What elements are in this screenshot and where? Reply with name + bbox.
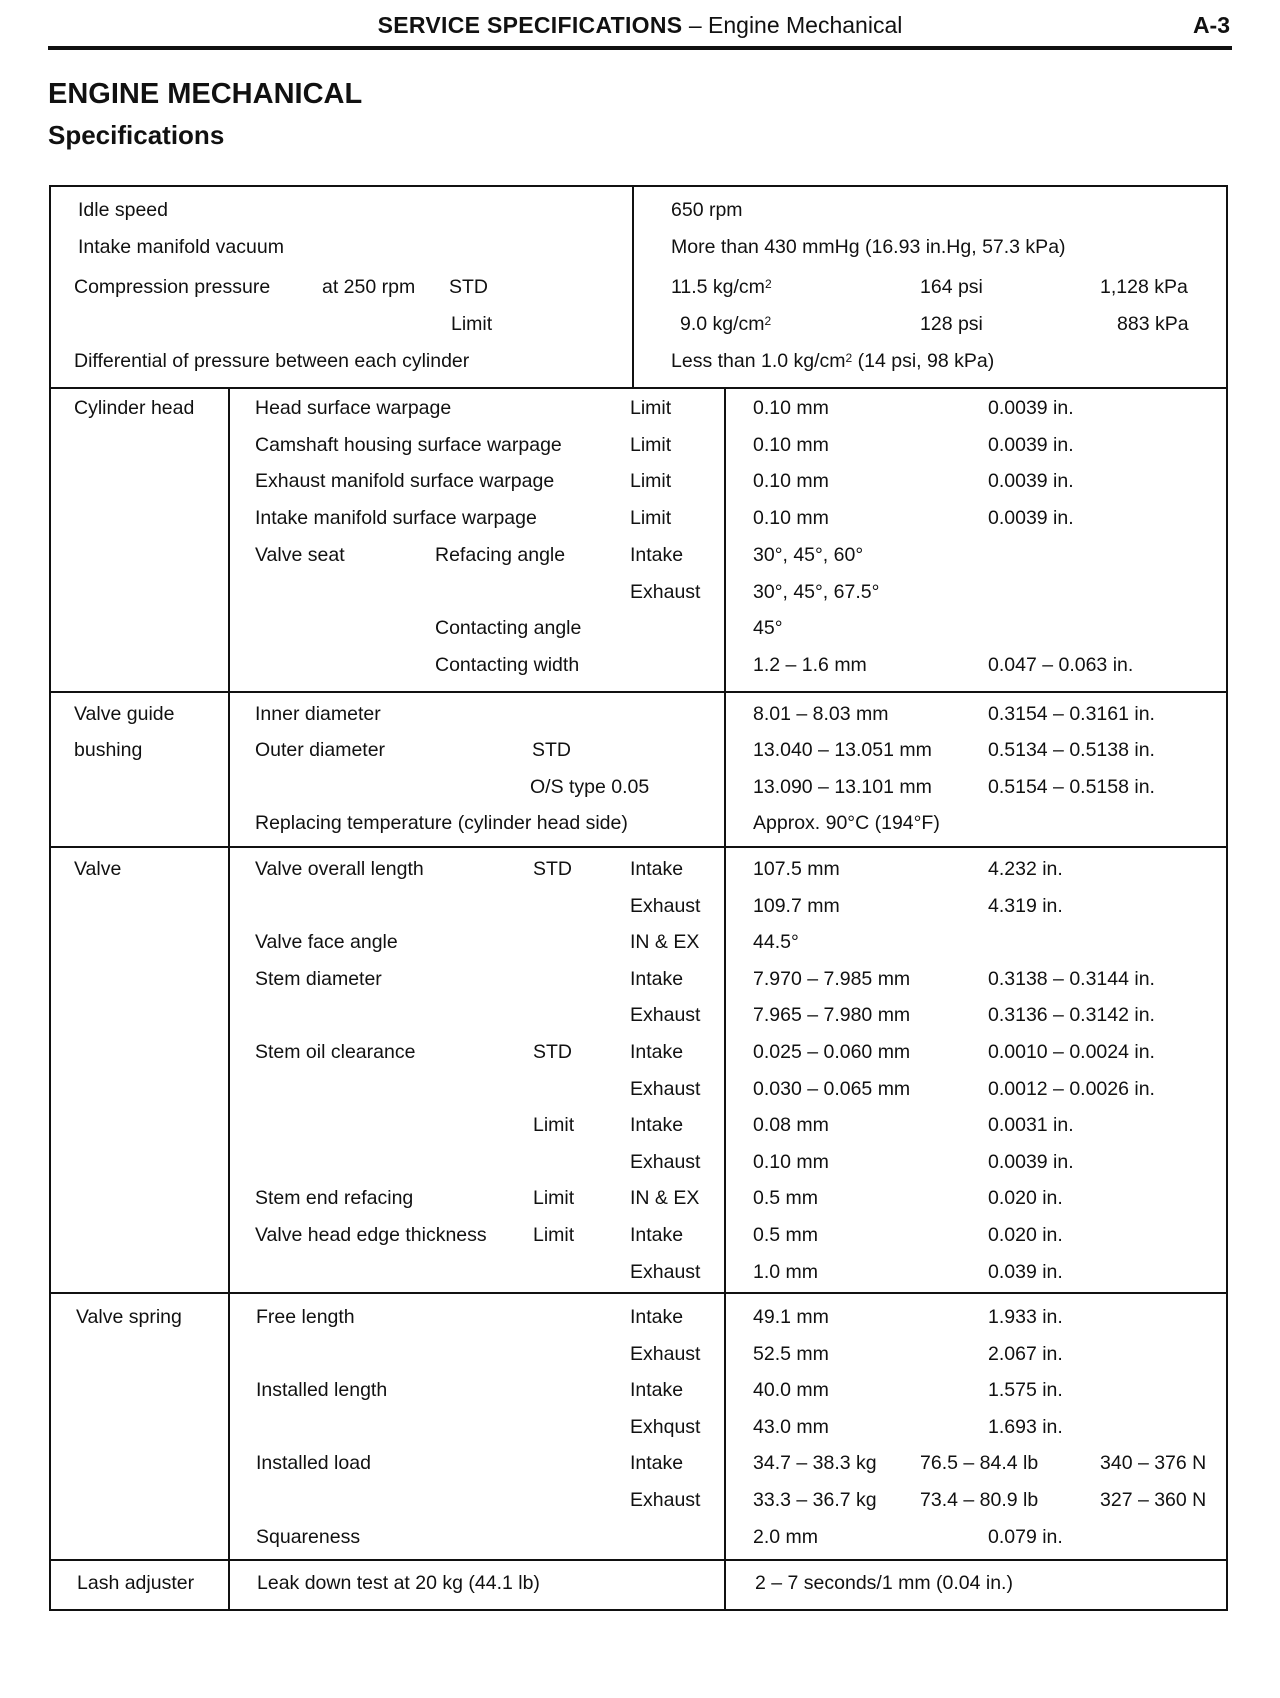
intake-vacuum-value: More than 430 mmHg (16.93 in.Hg, 57.3 kPa) — [671, 236, 1066, 258]
spec-item: Squareness — [256, 1525, 361, 1548]
divider — [49, 846, 1228, 848]
spec-metric-value: 8.01 – 8.03 mm — [753, 703, 889, 725]
running-header — [0, 12, 1280, 39]
spec-metric-value: Approx. 90°C (194°F) — [753, 811, 940, 834]
spec-metric-value: 13.040 – 13.051 mm — [753, 739, 932, 762]
spec-qualifier: Intake — [630, 1041, 684, 1063]
spec-imperial-value: 0.0012 – 0.0026 in. — [988, 1077, 1155, 1100]
spec-metric-value: 0.025 – 0.060 mm — [753, 1041, 911, 1063]
spec-qualifier: Intake — [630, 858, 684, 880]
spec-qualifier: Intake — [630, 1224, 684, 1246]
spec-item: Stem end refacing — [255, 1187, 414, 1210]
spec-qualifier: Intake — [630, 1379, 684, 1402]
spec-metric-value: 30°, 45°, 60° — [753, 543, 864, 566]
spec-metric-value: 13.090 – 13.101 mm — [753, 775, 932, 798]
spec-subitem: Contacting width — [435, 653, 580, 676]
spec-subitem: O/S type 0.05 — [530, 775, 650, 798]
spec-subitem: Limit — [533, 1224, 575, 1246]
spec-metric-value: 33.3 – 36.7 kg — [753, 1489, 877, 1511]
spec-metric-value: 0.10 mm — [753, 470, 829, 493]
spec-metric-value: 40.0 mm — [753, 1379, 829, 1402]
lash-adjuster-value: 2 – 7 seconds/1 mm (0.04 in.) — [755, 1572, 1013, 1594]
compression-limit-label: Limit — [451, 313, 493, 335]
compression-std-psi: 164 psi — [920, 276, 983, 298]
idle-speed-label: Idle speed — [78, 199, 168, 221]
spec-metric-value: 0.10 mm — [753, 397, 829, 419]
spec-imperial-value: 0.0039 in. — [988, 1150, 1074, 1173]
spec-item: Installed length — [256, 1379, 388, 1402]
spec-item: Outer diameter — [255, 739, 386, 762]
spec-metric-value: 0.5 mm — [753, 1187, 819, 1210]
spec-metric-value: 0.10 mm — [753, 1150, 829, 1173]
header-title-sep: – — [682, 12, 709, 38]
divider — [49, 1559, 1228, 1561]
spec-item: Valve overall length — [255, 858, 424, 880]
spec-metric-value: 1.2 – 1.6 mm — [753, 653, 867, 676]
spec-metric-value: 7.965 – 7.980 mm — [753, 1004, 911, 1027]
spec-imperial-value: 0.3138 – 0.3144 in. — [988, 967, 1155, 990]
section-title: ENGINE MECHANICAL — [48, 78, 363, 110]
spec-metric-value: 45° — [753, 617, 783, 640]
subsection-title: Specifications — [48, 120, 225, 150]
spec-imperial-value: 0.0010 – 0.0024 in. — [988, 1041, 1155, 1063]
spec-qualifier: Limit — [630, 507, 672, 530]
spec-subitem: Limit — [533, 1187, 575, 1210]
spec-imperial-value: 2.067 in. — [988, 1342, 1063, 1365]
spec-qualifier: Exhaust — [630, 894, 701, 917]
intake-vacuum-label: Intake manifold vacuum — [78, 236, 284, 258]
spec-qualifier: IN & EX — [630, 1187, 700, 1210]
spec-metric-value: 1.0 mm — [753, 1260, 819, 1283]
spec-item: Intake manifold surface warpage — [255, 507, 537, 530]
spec-item: Valve seat — [255, 543, 345, 566]
spec-subitem: Contacting angle — [435, 617, 582, 640]
spec-subitem: Refacing angle — [435, 543, 566, 566]
divider — [228, 388, 230, 1611]
spec-qualifier: Intake — [630, 1306, 684, 1328]
divider — [632, 185, 634, 389]
divider — [49, 387, 1228, 389]
spec-qualifier: Exhaust — [630, 1004, 701, 1027]
spec-qualifier: Intake — [630, 1114, 684, 1137]
spec-qualifier: Limit — [630, 470, 672, 493]
differential-value: Less than 1.0 $kg/cm^2$ (14 psi, 98 kPa) — [671, 350, 995, 372]
spec-metric-value: 44.5° — [753, 931, 799, 954]
spec-qualifier: Limit — [630, 397, 672, 419]
spec-item: Exhaust manifold surface warpage — [255, 470, 555, 493]
spec-metric-value: 7.970 – 7.985 mm — [753, 967, 911, 990]
compression-limit-psi: 128 psi — [920, 313, 983, 335]
spec-item: Valve face angle — [255, 931, 398, 954]
spec-imperial-value: 0.5134 – 0.5138 in. — [988, 739, 1155, 762]
group-lash-adjuster: Lash adjuster — [77, 1572, 195, 1594]
spec-metric-value: 107.5 mm — [753, 858, 840, 880]
spec-metric-value: 34.7 – 38.3 kg — [753, 1452, 877, 1475]
spec-imperial-value: 0.0039 in. — [988, 433, 1074, 456]
lash-adjuster-item: Leak down test at 20 kg (44.1 lb) — [257, 1572, 540, 1594]
spec-metric-value: 0.08 mm — [753, 1114, 829, 1137]
divider — [724, 388, 726, 1611]
compression-std-label: STD — [449, 276, 488, 298]
spec-item: Camshaft housing surface warpage — [255, 433, 562, 456]
spec-imperial-value: 0.0039 in. — [988, 397, 1074, 419]
spec-imperial-value: 76.5 – 84.4 lb — [920, 1452, 1039, 1475]
spec-subitem: STD — [532, 739, 571, 762]
header-title-rest: Engine Mechanical — [708, 12, 903, 38]
spec-item: Inner diameter — [255, 703, 381, 725]
spec-metric-value: 43.0 mm — [753, 1415, 829, 1438]
spec-imperial-value: 0.079 in. — [988, 1525, 1063, 1548]
spec-qualifier: Exhaust — [630, 1150, 701, 1173]
spec-imperial-value: 4.232 in. — [988, 858, 1063, 880]
spec-item: Installed load — [256, 1452, 371, 1475]
spec-metric-value: 0.5 mm — [753, 1224, 819, 1246]
spec-imperial-value: 0.5154 – 0.5158 in. — [988, 775, 1155, 798]
spec-metric-value: 52.5 mm — [753, 1342, 829, 1365]
spec-qualifier: Exhaust — [630, 1342, 701, 1365]
spec-qualifier: Intake — [630, 967, 684, 990]
spec-imperial-value: 0.3154 – 0.3161 in. — [988, 703, 1155, 725]
spec-item: Free length — [256, 1306, 355, 1328]
spec-item: Stem oil clearance — [255, 1041, 416, 1063]
spec-imperial-value: 0.0039 in. — [988, 507, 1074, 530]
compression-limit-kpa: 883 kPa — [1117, 313, 1189, 335]
spec-metric-value: 109.7 mm — [753, 894, 840, 917]
differential-label: Differential of pressure between each cylinder — [74, 350, 470, 372]
spec-subitem: Limit — [533, 1114, 575, 1137]
spec-imperial-value: 0.047 – 0.063 in. — [988, 653, 1134, 676]
compression-condition: at 250 rpm — [322, 276, 416, 298]
header-rule — [48, 46, 1232, 50]
spec-qualifier: Exhaust — [630, 1077, 701, 1100]
spec-metric-value: 2.0 mm — [753, 1525, 819, 1548]
spec-qualifier: Exhaust — [630, 580, 701, 603]
compression-std-kg: 11.5 $kg/cm^2$ — [671, 276, 772, 298]
page-number: A-3 — [1192, 12, 1230, 38]
spec-qualifier: Intake — [630, 1452, 684, 1475]
spec-imperial-value: 0.0031 in. — [988, 1114, 1074, 1137]
divider — [49, 691, 1228, 693]
spec-metric-value: 0.030 – 0.065 mm — [753, 1077, 911, 1100]
spec-metric-value: 0.10 mm — [753, 507, 829, 530]
spec-imperial-value: 0.039 in. — [988, 1260, 1063, 1283]
spec-item: Head surface warpage — [255, 397, 452, 419]
group-cylinder-head: Cylinder head — [74, 397, 195, 419]
spec-imperial-value: 0.020 in. — [988, 1187, 1063, 1210]
header-title-bold: SERVICE SPECIFICATIONS — [377, 12, 683, 38]
divider — [49, 1292, 1228, 1294]
spec-imperial-value: 1.693 in. — [988, 1415, 1063, 1438]
compression-label: Compression pressure — [74, 276, 271, 298]
spec-qualifier: Exhaust — [630, 1489, 701, 1511]
spec-newton-value: 340 – 376 N — [1100, 1452, 1207, 1475]
spec-metric-value: 49.1 mm — [753, 1306, 829, 1328]
group-valve-guide-line2: bushing — [74, 739, 143, 761]
group-valve-guide-line1: Valve guide — [74, 703, 175, 725]
spec-imperial-value: 1.933 in. — [988, 1306, 1063, 1328]
group-valve: Valve — [74, 858, 122, 880]
compression-std-kpa: 1,128 kPa — [1100, 276, 1188, 298]
group-valve-spring: Valve spring — [76, 1306, 182, 1328]
spec-qualifier: Exhaust — [630, 1260, 701, 1283]
spec-newton-value: 327 – 360 N — [1100, 1489, 1207, 1511]
spec-item: Stem diameter — [255, 967, 382, 990]
spec-imperial-value: 0.0039 in. — [988, 470, 1074, 493]
spec-qualifier: Intake — [630, 543, 684, 566]
spec-item: Replacing temperature (cylinder head side) — [255, 811, 628, 834]
idle-speed-value: 650 rpm — [671, 199, 743, 221]
compression-limit-kg: 9.0 $kg/cm^2$ — [680, 313, 772, 335]
spec-subitem: STD — [533, 1041, 572, 1063]
spec-metric-value: 0.10 mm — [753, 433, 829, 456]
spec-imperial-value: 0.020 in. — [988, 1224, 1063, 1246]
spec-qualifier: Exhqust — [630, 1415, 701, 1438]
spec-imperial-value: 4.319 in. — [988, 894, 1063, 917]
spec-item: Valve head edge thickness — [255, 1224, 487, 1246]
spec-imperial-value: 73.4 – 80.9 lb — [920, 1489, 1039, 1511]
spec-qualifier: Limit — [630, 433, 672, 456]
spec-metric-value: 30°, 45°, 67.5° — [753, 580, 880, 603]
spec-subitem: STD — [533, 858, 572, 880]
spec-imperial-value: 1.575 in. — [988, 1379, 1063, 1402]
spec-qualifier: IN & EX — [630, 931, 700, 954]
spec-imperial-value: 0.3136 – 0.3142 in. — [988, 1004, 1155, 1027]
